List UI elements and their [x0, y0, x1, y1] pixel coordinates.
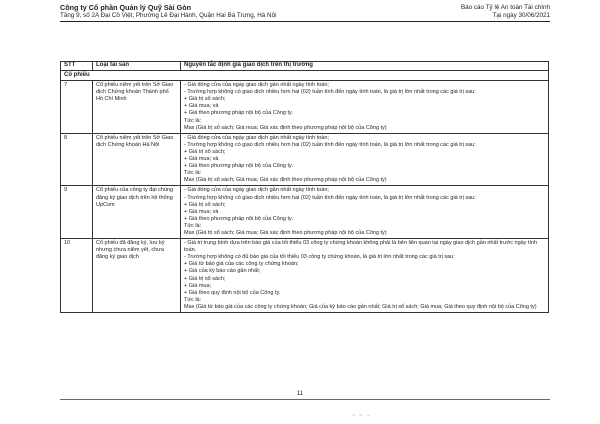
principle-line: - Giá đóng cửa của ngày giao dịch gần nhất ngày tính toán; [184, 134, 329, 141]
principle-line: + Giá trị sổ sách; [184, 148, 226, 155]
valuation-table [60, 61, 549, 313]
row-stt: 7 [61, 81, 93, 134]
row-stt: 10 [61, 239, 93, 313]
principle-line: Tức là: [184, 117, 202, 124]
row-stt: 9 [61, 186, 93, 239]
table-row [61, 133, 549, 186]
report-date: Tại ngày 30/06/2021 [492, 12, 550, 19]
row-asset-type: Cổ phiếu đã đăng ký, lưu ký nhưng chưa niêm yết, chưa đăng ký giao dịch [93, 239, 181, 313]
row-asset-type: Cổ phiếu của công ty đại chúng đăng ký giao dịch trên hệ thống UpCom [93, 186, 181, 239]
principle-line: - Giá đóng cửa của ngày giao dịch gần nhất ngày tính toán; [184, 187, 329, 194]
principle-line: Tức là: [184, 296, 202, 303]
table-row [61, 81, 549, 134]
row-principle [181, 81, 549, 134]
principle-line: - Giá đóng cửa của ngày giao dịch gần nhất ngày tính toán; [184, 82, 329, 89]
column-header-asset-type: Loại tài sản [93, 62, 181, 71]
header-right [461, 4, 550, 20]
column-header-valuation-principle: Nguyên tắc định giá giao dịch trên thị trường [181, 62, 549, 71]
section-title: Cổ phiếu [61, 71, 549, 81]
principle-line: - Giá trị trung bình dựa trên báo giá của tối thiểu 03 công ty chứng khoán không phải là bên liên quan tại ngày giao dịch gần nhất trước ngày tính toán. [184, 240, 538, 254]
principle-line: + Giá theo phương pháp nội bộ của Công ty. [184, 215, 293, 222]
principle-line: Max (Giá từ báo giá của các công ty chứng khoán; Giá của kỳ báo cáo gần nhất; Giá trị sổ sách; Giá mua; Giá theo quy định nội bộ của Công ty) [184, 303, 537, 310]
principle-line: - Trường hợp không có giao dịch nhiều hơn hai (02) tuần tính đến ngày tính toán, là giá trị lớn nhất trong các giá trị sau: [184, 194, 476, 201]
report-title: Báo cáo Tỷ lệ An toàn Tài chính [460, 4, 550, 11]
principle-line: Max (Giá trị sổ sách; Giá mua; Giá xác định theo phương pháp nội bộ của Công ty) [184, 124, 387, 131]
row-principle [181, 133, 549, 186]
section-row [61, 71, 549, 81]
row-stt: 8 [61, 133, 93, 186]
principle-line: + Giá trị sổ sách; [184, 201, 226, 208]
page-number: 11 [296, 391, 304, 397]
row-principle [181, 239, 549, 313]
principle-line: + Giá từ báo giá của các công ty chứng khoán; [184, 261, 299, 268]
principle-line: + Giá mua; và [184, 156, 219, 163]
principle-line: + Giá trị sổ sách; [184, 275, 226, 282]
page-header [60, 4, 550, 42]
principle-line: Tức là: [184, 170, 202, 177]
principle-line: + Giá của kỳ báo cáo gần nhất; [184, 268, 261, 275]
row-principle [181, 186, 549, 239]
row-asset-type: Cổ phiếu niêm yết trên Sở Giao dịch Chứng khoán Hà Nội [93, 133, 181, 186]
principle-line: + Giá theo quy định nội bộ của Công ty. [184, 289, 281, 296]
principle-line: - Trường hợp không có đủ báo giá của tối thiểu 03 công ty chứng khoán, là giá trị lớn nhất trong các giá trị sau: [184, 254, 455, 261]
row-asset-type: Cổ phiếu niêm yết trên Sở Giao dịch Chứng khoán Thành phố Hồ Chí Minh [93, 81, 181, 134]
principle-line: Max (Giá trị sổ sách; Giá mua; Giá xác định theo phương pháp nội bộ của Công ty) [184, 177, 387, 184]
principle-line: + Giá theo phương pháp nội bộ của Công ty. [184, 163, 293, 170]
principle-line: - Trường hợp không có giao dịch nhiều hơn hai (02) tuần tính đến ngày tính toán, là giá trị lớn nhất trong các giá trị sau: [184, 141, 476, 148]
principle-line: + Giá theo phương pháp nội bộ của Công ty. [184, 110, 293, 117]
company-name: Công ty Cổ phần Quản lý Quỹ Sài Gòn [60, 3, 191, 12]
principle-line: + Giá mua; và [184, 103, 219, 110]
table-header-row [61, 62, 549, 71]
principle-line: + Giá trị sổ sách; [184, 96, 226, 103]
header-left [60, 4, 277, 20]
signature-mark: ~ ~ ~ [352, 413, 371, 419]
company-address: Tầng 9, số 2A Đại Cồ Việt, Phường Lê Đại Hành, Quận Hai Bà Trưng, Hà Nội [60, 12, 277, 19]
principle-line: + Giá mua; và [184, 208, 219, 215]
table-row [61, 239, 549, 313]
header-divider [60, 21, 550, 22]
principle-line: Tức là: [184, 222, 202, 229]
principle-line: - Trường hợp không có giao dịch nhiều hơn hai (02) tuần tính đến ngày tính toán, là giá trị lớn nhất trong các giá trị sau: [184, 89, 476, 96]
table-row [61, 186, 549, 239]
principle-line: + Giá mua; [184, 282, 212, 289]
footer-divider [60, 399, 550, 400]
column-header-stt: STT [61, 62, 93, 71]
principle-line: Max (Giá trị sổ sách; Giá mua; Giá xác định theo phương pháp nội bộ của Công ty) [184, 229, 387, 236]
